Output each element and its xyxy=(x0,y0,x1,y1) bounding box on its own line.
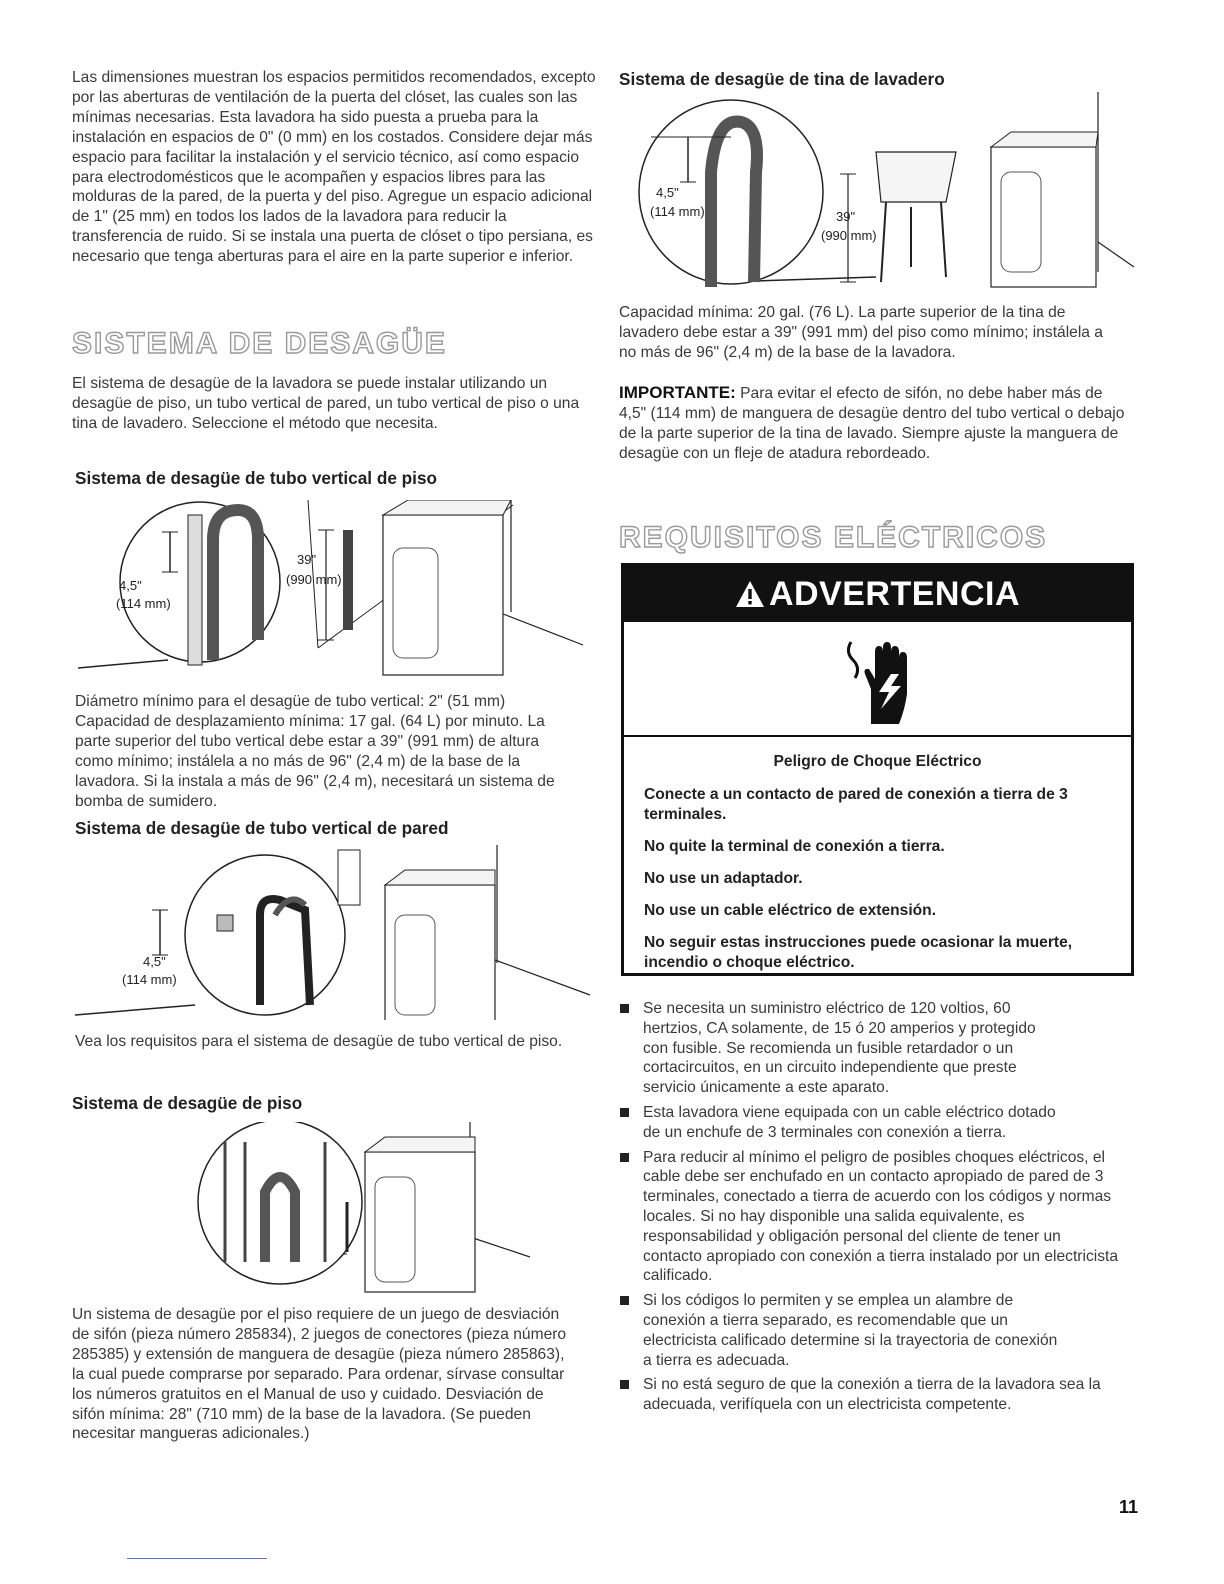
bullet-square-icon xyxy=(620,1004,629,1013)
electric-requirements-list xyxy=(619,999,1139,1420)
floor-standpipe-heading: Sistema de desagüe de tubo vertical de piso xyxy=(75,468,438,488)
warning-line: No use un adaptador. xyxy=(644,870,803,887)
bullet-square-icon xyxy=(620,1153,629,1162)
wall-standpipe-heading: Sistema de desagüe de tubo vertical de pared xyxy=(75,818,449,838)
intro-paragraph: Las dimensiones muestran los espacios permitidos recomendados, excepto por las aberturas de ventilación de la puerta del clóset, las cuales son las mínimas necesarias. Esta lavadora ha sido puesta a prueba para la instalación en espacios de 0" (0 mm) en los costados. Considere dejar más espacio para facilitar la instalación y el servicio técnico, así como espacio para electrodomésticos que le acompañen y espacios libres para las molduras de la pared, de la puerta y del piso. Agregue un espacio adicional de 1" (25 mm) en todos los lados de la lavadora para reducir la transferencia de ruido. Si se instala una puerta de clóset o tipo persiana, es necesario que tenga aberturas para el aire en la parte superior e inferior. xyxy=(72,69,596,266)
list-item-text: Si no está seguro de que la conexión a tierra de la lavadora sea la adecuada, verifíquela con un electricista competente. xyxy=(643,1376,1101,1414)
floor-drain-text: Un sistema de desagüe por el piso requiere de un juego de desviación de sifón (pieza número 285834), 2 juegos de conectores (pieza número 285385) y extensión de manguera de desagüe (pieza número 285863), la cual puede comprarse por separado. Para ordenar, sírvase consultar los números gratuitos en el Manual de uso y cuidado. Desviación de sifón mínima: 28" (710 mm) de la base de la lavadora. (Se pueden necesitar mangueras adicionales.) xyxy=(72,1306,567,1443)
floor-drain-illustration xyxy=(195,1122,535,1302)
floor-drain-heading: Sistema de desagüe de piso xyxy=(72,1093,303,1113)
floor-standpipe-label-mm: (114 mm) xyxy=(116,596,171,611)
important-text: Para evitar el efecto de sifón, no debe haber más de 4,5" (114 mm) de manguera de desagüe dentro del tubo vertical o debajo de la parte superior de la tina de lavado. Siempre ajuste la manguera de desagüe con un fleje de atadura rebordeado. xyxy=(619,385,1125,462)
warning-icon-area xyxy=(624,622,1131,737)
floor-standpipe-39-in: 39" xyxy=(297,552,317,567)
list-item-text: Esta lavadora viene equipada con un cable eléctrico dotado de un enchufe de 3 terminales con conexión a tierra. xyxy=(643,1103,1056,1141)
warning-line: No seguir estas instrucciones puede ocasionar la muerte, incendio o choque eléctrico. xyxy=(644,934,1073,971)
electric-section-title: REQUISITOS ELÉCTRICOS xyxy=(619,521,1048,554)
laundry-tub-illustration xyxy=(636,92,1136,297)
bullet-square-icon xyxy=(620,1296,629,1305)
list-item xyxy=(619,999,1139,1098)
laundry-tub-heading: Sistema de desagüe de tina de lavadero xyxy=(619,69,945,89)
laundry-tub-39-in: 39" xyxy=(836,209,856,224)
floor-standpipe-text: Diámetro mínimo para el desagüe de tubo vertical: 2" (51 mm) Capacidad de desplazamiento mínima: 17 gal. (64 L) por minuto. La parte superior del tubo vertical debe estar a 39" (991 mm) de altura como mínimo; instálela a no más de 96" (2,4 m) de la base de la lavadora. Si la instala a más de 96" (2,4 m), necesitará un sistema de bomba de sumidero. xyxy=(75,693,555,810)
wall-standpipe-label-in: 4,5" xyxy=(143,954,166,969)
warning-line: Conecte a un contacto de pared de conexión a tierra de 3 terminales. xyxy=(644,786,1068,823)
floor-standpipe-label-in: 4,5" xyxy=(119,578,142,593)
laundry-tub-39-mm: (990 mm) xyxy=(821,228,877,243)
bullet-square-icon xyxy=(620,1108,629,1117)
list-item-text: Para reducir al mínimo el peligro de posibles choques eléctricos, el cable debe ser enchufado en un contacto apropiado de pared de 3 terminales, conectado a tierra de acuerdo con los códigos y normas locales. Si no hay disponible una salida equivalente, es responsabilidad y obligación personal del cliente de tener un contacto apropiado con conexión a tierra instalado por un electricista calificado. xyxy=(643,1148,1119,1285)
floor-standpipe-illustration xyxy=(78,500,598,680)
wall-standpipe-label-mm: (114 mm) xyxy=(122,972,177,987)
page-number: 11 xyxy=(1119,1497,1139,1517)
important-paragraph xyxy=(619,383,1129,464)
floor-standpipe-39-mm: (990 mm) xyxy=(286,572,342,587)
wall-standpipe-text: Vea los requisitos para el sistema de desagüe de tubo vertical de piso. xyxy=(75,1033,563,1050)
bullet-square-icon xyxy=(620,1380,629,1389)
drain-section-title: SISTEMA DE DESAGÜE xyxy=(72,327,447,360)
warning-line: No quite la terminal de conexión a tierra. xyxy=(644,838,945,855)
list-item xyxy=(619,1375,1139,1415)
footer-link-line xyxy=(127,1558,267,1559)
list-item-text: Se necesita un suministro eléctrico de 120 voltios, 60 hertzios, CA solamente, de 15 ó 20 amperios y protegido con fusible. Se recomienda un fusible retardador o un cortacircuitos, en un circuito independiente que preste servicio únicamente a este aparato. xyxy=(643,1000,1036,1097)
laundry-tub-label-mm: (114 mm) xyxy=(650,204,705,219)
warning-title: Peligro de Choque Eléctrico xyxy=(773,753,982,770)
warning-header-text: ADVERTENCIA xyxy=(768,574,1021,613)
warning-line: No use un cable eléctrico de extensión. xyxy=(644,902,937,919)
electric-shock-hand-icon xyxy=(843,634,913,724)
laundry-tub-label-in: 4,5" xyxy=(656,185,679,200)
laundry-tub-text: Capacidad mínima: 20 gal. (76 L). La parte superior de la tina de lavadero debe estar a 39" (991 mm) del piso como mínimo; instálela a no más de 96" (2,4 m) de la base de la lavadora. xyxy=(619,304,1103,361)
warning-box xyxy=(621,563,1134,976)
list-item xyxy=(619,1103,1139,1143)
warning-triangle-icon xyxy=(735,580,765,608)
wall-standpipe-illustration xyxy=(75,845,595,1020)
list-item xyxy=(619,1291,1139,1370)
important-label: IMPORTANTE: xyxy=(619,383,736,402)
list-item-text: Si los códigos lo permiten y se emplea un alambre de conexión a tierra separado, es recomendable que un electricista calificado determine si la trayectoria de conexión a tierra es adecuada. xyxy=(643,1292,1058,1369)
list-item xyxy=(619,1148,1139,1287)
drain-intro: El sistema de desagüe de la lavadora se puede instalar utilizando un desagüe de piso, un tubo vertical de pared, un tubo vertical de piso o una tina de lavadero. Seleccione el método que necesita. xyxy=(72,375,580,432)
warning-header xyxy=(624,566,1131,622)
